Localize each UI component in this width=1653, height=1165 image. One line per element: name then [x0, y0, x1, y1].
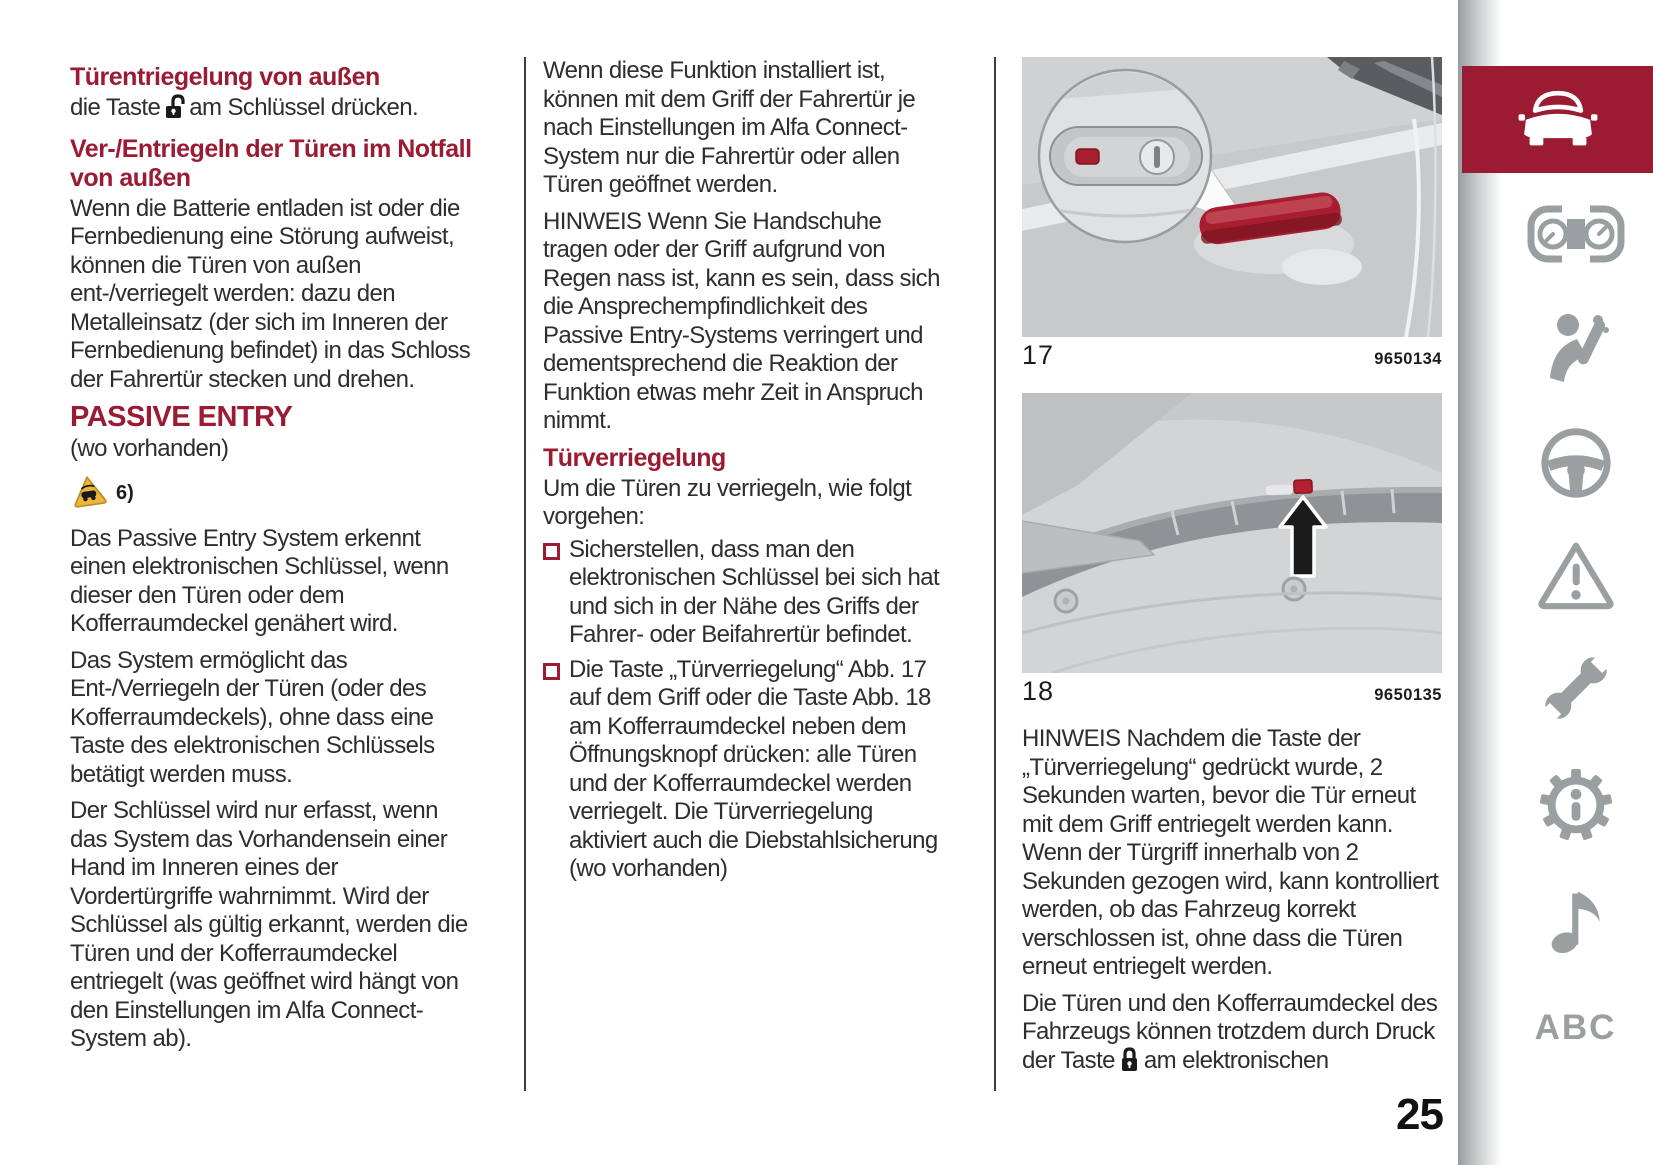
abc-label: ABC	[1534, 1008, 1617, 1047]
figure-17-code: 9650134	[1374, 350, 1442, 368]
paragraph-taste-elektronisch: Die Türen und den Kofferraumdeckel des Fahrzeugs können trotzdem durch Druck der Taste am elektronischen	[1022, 990, 1442, 1080]
sidebar-tab-index-abc	[1498, 1008, 1653, 1048]
figure-17-caption	[1022, 340, 1442, 371]
paragraph-passive-entry-3: Der Schlüssel wird nur erfasst, wenn das System das Vorhandensein einer Hand im Inneren eines der Vordertürgriffe wahrnimmt. Wird der Schlüssel als gültig erkannt, werden die Türen und der Kofferraumdeckel entriegelt (was geöffnet wird hängt von den Einstellungen im Alfa Connect-System ab).	[70, 797, 468, 1052]
figure-18	[1022, 393, 1442, 707]
figure-18-caption	[1022, 676, 1442, 707]
figure-18-trunk-button-photo	[1022, 393, 1442, 673]
heading-tuerentriegelung: Türentriegelung von außen	[70, 63, 380, 91]
heading-notentriegelung: Ver-/Entriegeln der Türen im Notfall von außen	[70, 134, 472, 192]
sidebar-tab-instrument-cluster	[1498, 204, 1653, 264]
bullet-square-icon	[543, 543, 560, 560]
paragraph-verriegeln-intro: Um die Türen zu verriegeln, wie folgt vorgehen:	[543, 474, 912, 530]
warning-number: 6)	[116, 481, 134, 504]
bullet-item: Die Taste „Türverriegelung“ Abb. 17 auf dem Griff oder die Taste Abb. 18 am Kofferraumdeckel neben dem Öffnungsknopf drücken: alle Türen und der Kofferraumdeckel werden verriegelt. Die Türverriegelung aktiviert auch die Diebstahlsicherung (wo vorhanden)	[543, 656, 941, 884]
car-front-icon	[1514, 86, 1602, 153]
sidebar-tab-audio-music-note	[1498, 884, 1653, 956]
figure-17-door-handle-photo	[1022, 57, 1442, 337]
warning-reference-row	[70, 474, 472, 513]
heading-tuerverriegelung: Türverriegelung	[543, 443, 726, 472]
figure-17	[1022, 57, 1442, 371]
availability-note: (wo vorhanden)	[70, 435, 229, 462]
figure-18-code: 9650135	[1374, 686, 1442, 704]
bullet-square-icon	[543, 663, 560, 680]
paragraph-function-installed: Wenn diese Funktion installiert ist, können mit dem Griff der Fahrertür je nach Einstellungen im Alfa Connect-System nur die Fahrertür oder allen Türen geöffnet werden.	[543, 57, 916, 198]
column-middle	[543, 57, 941, 890]
column-divider-left	[524, 57, 526, 1091]
paragraph-passive-entry-2: Das System ermöglicht das Ent-/Verriegeln der Türen (oder des Kofferraumdeckels), ohne dass eine Taste des elektronischen Schlüssels betätigt werden muss.	[70, 646, 435, 788]
paragraph-hinweis-2sekunden: HINWEIS Nachdem die Taste der „Türverriegelung“ gedrückt wurde, 2 Sekunden warten, bevor die Tür erneut mit dem Griff entriegelt werden kann. Wenn der Türgriff innerhalb von 2 Sekunden gezogen wird, kann kontrolliert werden, ob das Fahrzeug korrekt verschlossen ist, ohne dass die Türen erneut entriegelt werden.	[1022, 725, 1439, 980]
figure-18-number: 18	[1022, 676, 1055, 706]
paragraph-passive-entry-1: Das Passive Entry System erkennt einen elektronischen Schlüssel, wenn dieser den Türen oder dem Kofferraumdeckel genähert wird.	[70, 524, 449, 637]
page-number: 25	[1396, 1090, 1443, 1139]
figure-17-number: 17	[1022, 340, 1055, 370]
paragraph-hinweis-handschuhe: HINWEIS Wenn Sie Handschuhe tragen oder der Griff aufgrund von Regen nass ist, kann es sein, dass sich die Ansprechempfindlichkeit des Passive Entry-Systems verringert und dementsprechend die Reaktion der Funktion etwas mehr Zeit in Anspruch nimmt.	[543, 207, 940, 434]
sidebar-tab-maintenance-wrench	[1498, 648, 1653, 728]
paragraph-unlock-key: die Taste am Schlüssel drücken.	[70, 94, 472, 127]
open-lock-icon	[164, 94, 185, 127]
column-divider-right	[994, 57, 996, 1091]
sidebar-tab-vehicle-active	[1462, 66, 1653, 173]
paragraph-battery: Wenn die Batterie entladen ist oder die Fernbedienung eine Störung aufweist, können die Türen von außen ent-/verriegelt werden: dazu den Metalleinsatz (der sich im Inneren der Fernbedienung befindet) in das Schloss der Fahrertür stecken und drehen.	[70, 194, 471, 393]
heading-passive-entry: PASSIVE ENTRY	[70, 401, 293, 433]
column-left	[70, 57, 472, 1062]
sidebar-tab-steering-driving	[1498, 426, 1653, 500]
sidebar-tab-airbag-safety	[1498, 312, 1653, 384]
bullet-item: Sicherstellen, dass man den elektronischen Schlüssel bei sich hat und sich in der Nähe des Griffs der Fahrer- oder Beifahrertür befindet.	[543, 536, 941, 650]
car-warning-triangle-icon	[70, 474, 108, 513]
sidebar-tab-technical-info-gear	[1498, 768, 1653, 842]
sidebar-tab-warning	[1498, 540, 1653, 610]
closed-lock-icon	[1119, 1047, 1140, 1080]
right-column-text	[1022, 725, 1442, 1087]
sidebar-gradient-strip	[1458, 0, 1502, 1165]
